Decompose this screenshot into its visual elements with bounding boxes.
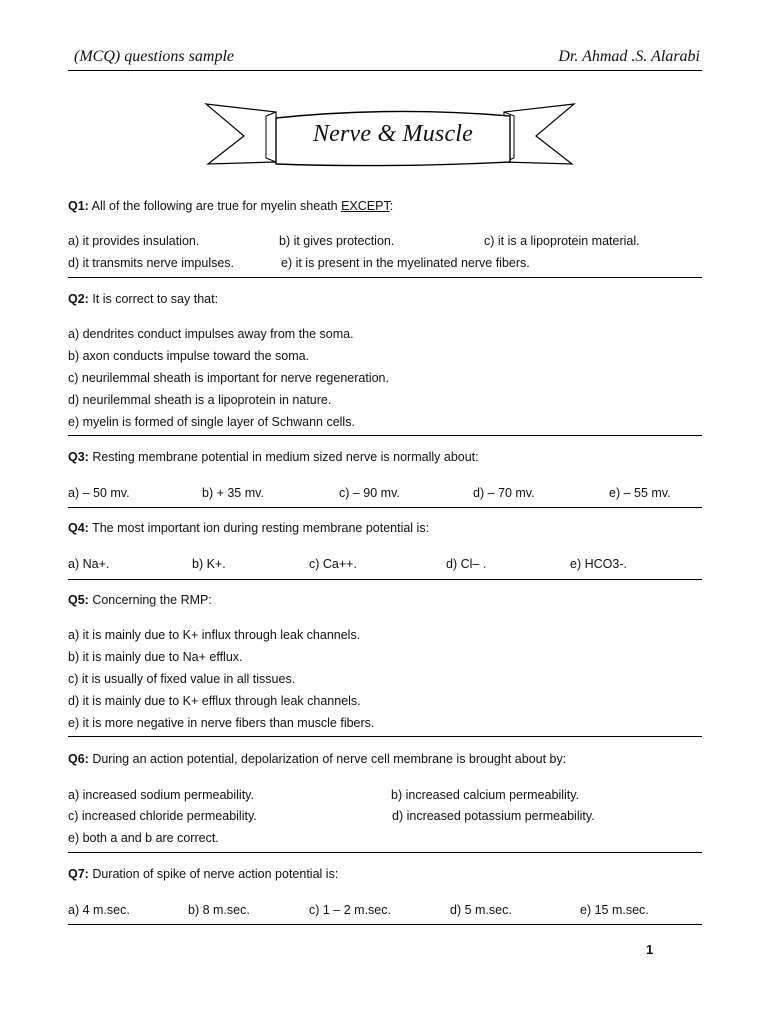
option-c: c) it is usually of fixed value in all tissues.	[68, 672, 296, 686]
option-e: e) it is more negative in nerve fibers than muscle fibers.	[68, 716, 375, 730]
question-stem: Q1: All of the following are true for myelin sheath EXCEPT:	[68, 199, 394, 213]
question-divider	[68, 579, 702, 580]
header-author: Dr. Ahmad .S. Alarabi	[558, 48, 700, 65]
question-divider	[68, 435, 702, 436]
question-divider	[68, 852, 702, 853]
question-number: Q1:	[68, 199, 89, 213]
question-divider	[68, 924, 702, 925]
option-a: a) dendrites conduct impulses away from the soma.	[68, 327, 354, 341]
option-a: a) Na+.	[68, 557, 110, 571]
option-c: c) – 90 mv.	[339, 486, 400, 500]
header-course-label: (MCQ) questions sample	[74, 48, 234, 65]
question-divider	[68, 277, 702, 278]
question-stem: Q4: The most important ion during resting membrane potential is:	[68, 521, 430, 535]
page-header	[68, 46, 702, 71]
option-d: d) Cl– .	[446, 557, 487, 571]
option-e: e) – 55 mv.	[609, 486, 671, 500]
option-e: e) HCO3-.	[570, 557, 627, 571]
question-stem: Q6: During an action potential, depolarization of nerve cell membrane is brought about by:	[68, 752, 567, 766]
page-title: Nerve & Muscle	[312, 121, 474, 147]
question-stem: Q2: It is correct to say that:	[68, 292, 219, 306]
option-c: c) Ca++.	[309, 557, 357, 571]
option-a: a) – 50 mv.	[68, 486, 130, 500]
option-c: c) it is a lipoprotein material.	[484, 234, 640, 248]
option-d: d) 5 m.sec.	[450, 903, 512, 917]
question-number: Q2:	[68, 292, 89, 306]
question-number: Q4:	[68, 521, 89, 535]
option-b: b) it is mainly due to Na+ efflux.	[68, 650, 243, 664]
question-stem: Q7: Duration of spike of nerve action potential is:	[68, 867, 339, 881]
page-number: 1	[646, 942, 654, 957]
question-number: Q3:	[68, 450, 89, 464]
option-e: e) both a and b are correct.	[68, 831, 219, 845]
emphasis-except: EXCEPT	[341, 199, 390, 213]
question-stem: Q5: Concerning the RMP:	[68, 593, 212, 607]
question-divider	[68, 507, 702, 508]
option-e: e) 15 m.sec.	[580, 903, 649, 917]
option-a: a) increased sodium permeability.	[68, 788, 254, 802]
option-d: d) it is mainly due to K+ efflux through leak channels.	[68, 694, 361, 708]
question-divider	[68, 736, 702, 737]
option-c: c) increased chloride permeability.	[68, 809, 257, 823]
option-a: a) it provides insulation.	[68, 234, 200, 248]
option-d: d) neurilemmal sheath is a lipoprotein in nature.	[68, 393, 332, 407]
option-b: b) it gives protection.	[279, 234, 395, 248]
option-e: e) it is present in the myelinated nerve fibers.	[281, 256, 530, 270]
question-stem: Q3: Resting membrane potential in medium sized nerve is normally about:	[68, 450, 479, 464]
question-number: Q6:	[68, 752, 89, 766]
option-a: a) it is mainly due to K+ influx through leak channels.	[68, 628, 361, 642]
option-b: b) increased calcium permeability.	[391, 788, 580, 802]
option-c: c) neurilemmal sheath is important for nerve regeneration.	[68, 371, 389, 385]
option-b: b) K+.	[192, 557, 226, 571]
option-d: d) – 70 mv.	[473, 486, 535, 500]
option-c: c) 1 – 2 m.sec.	[309, 903, 391, 917]
question-number: Q5:	[68, 593, 89, 607]
option-d: d) it transmits nerve impulses.	[68, 256, 235, 270]
option-b: b) + 35 mv.	[202, 486, 264, 500]
option-a: a) 4 m.sec.	[68, 903, 130, 917]
option-d: d) increased potassium permeability.	[392, 809, 595, 823]
option-e: e) myelin is formed of single layer of Schwann cells.	[68, 415, 355, 429]
option-b: b) 8 m.sec.	[188, 903, 250, 917]
question-number: Q7:	[68, 867, 89, 881]
option-b: b) axon conducts impulse toward the soma.	[68, 349, 310, 363]
